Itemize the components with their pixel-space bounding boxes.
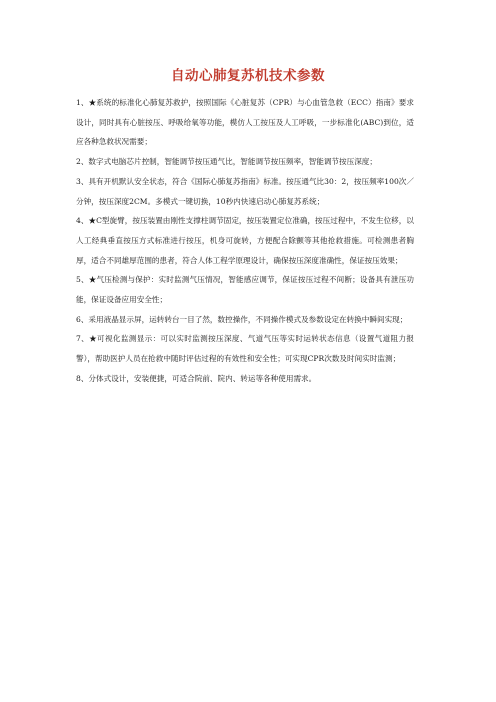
spec-item-1: 1、★系统的标准化心肺复苏救护，按照国际《心脏复苏（CPR）与心血管急救（ECC）指南》要求设计，同时具有心脏按压、呼吸给氧等功能，模仿人工按压及人工呼吸，一步标准化(ABC)到位，适应各种急救状况需要； [76, 98, 414, 147]
spec-item-4: 4、★C型旋臂，按压装置由刚性支撑柱调节固定，按压装置定位准确，按压过程中，不发生位移，以人工经典垂直按压方式标准进行按压，机身可旋转，方便配合除颤等其他抢救措施。可检测患者胸厚，适合不同雄厚范围的患者，符合人体工程学原理设计，确保按压深度准确性，保证按压效果； [76, 216, 414, 265]
page-title: 自动心肺复苏机技术参数 [171, 68, 325, 84]
spec-item-3: 3、具有开机默认安全状态，符合《国际心肺复苏指南》标准。按压通气比30：2，按压频率100次／分钟，按压深度2CM。多模式一键切换，10秒内快速启动心肺复苏系统； [76, 176, 414, 206]
spec-item-7: 7、★可视化监测显示：可以实时监测按压深度、气道气压等实时运转状态信息（设置气道阻力报警），帮助医护人员在抢救中随时评估过程的有效性和安全性；可实现CPR次数及时间实时监测； [76, 334, 414, 364]
spec-list [76, 93, 414, 389]
spec-item-5: 5、★气压检测与保护：实时监测气压情况，智能感应调节，保证按压过程不间断；设备具有泄压功能，保证设备应用安全性； [76, 275, 414, 305]
spec-item-8: 8、分体式设计，安装便捷，可适合院前、院内、转运等各种使用需求。 [76, 373, 317, 383]
spec-item-2: 2、数字式电脑芯片控制，智能调节按压通气比，智能调节按压频率，智能调节按压深度； [76, 157, 377, 167]
spec-item-6: 6、采用液晶显示屏，运转转台一目了然，数控操作，不同操作模式及参数设定在转换中瞬间实现； [76, 314, 408, 324]
